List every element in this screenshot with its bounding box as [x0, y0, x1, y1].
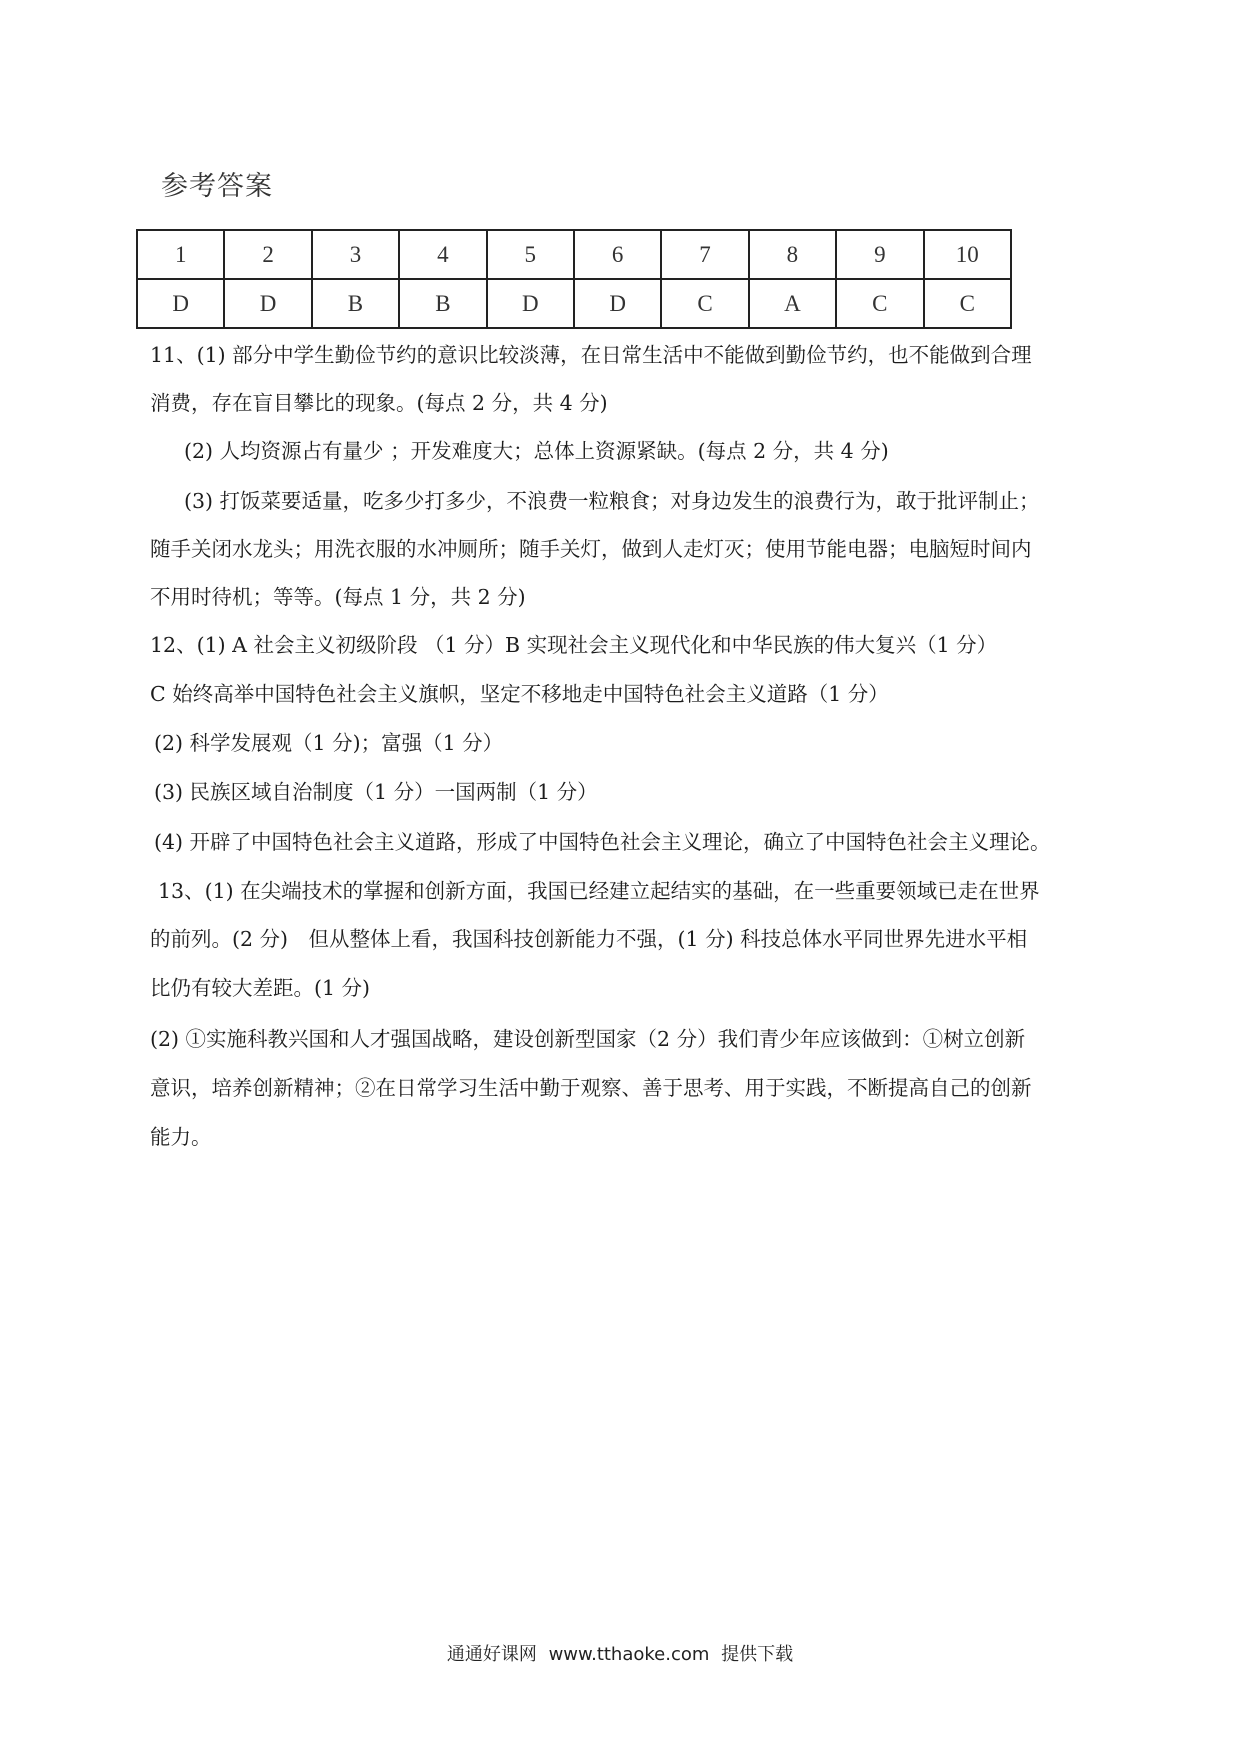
- answer-cell: C: [924, 279, 1011, 328]
- answer-cell: D: [574, 279, 661, 328]
- question-number: 9: [836, 230, 923, 279]
- question-number: 1: [137, 230, 224, 279]
- question-number: 3: [312, 230, 399, 279]
- q12-part3: (3) 民族区域自治制度（1 分）一国两制（1 分）: [154, 780, 598, 804]
- answer-cell: D: [487, 279, 574, 328]
- answer-cell: D: [224, 279, 311, 328]
- q12-part2: (2) 科学发展观（1 分)；富强（1 分）: [154, 731, 504, 755]
- q11-part3-line1: (3) 打饭菜要适量，吃多少打多少，不浪费一粒粮食；对身边发生的浪费行为，敢于批评制止；: [184, 489, 1040, 513]
- q13-part1-line3: 比仍有较大差距。(1 分): [150, 976, 371, 1000]
- answer-cell: C: [836, 279, 923, 328]
- q13-part1-line1: 13、(1) 在尖端技术的掌握和创新方面，我国已经建立起结实的基础，在一些重要领域已走在世界: [158, 879, 1040, 903]
- q11-part1-line2: 消费，存在盲目攀比的现象。(每点 2 分，共 4 分): [150, 391, 608, 415]
- q13-part2-line1: (2) ①实施科教兴国和人才强国战略，建设创新型国家（2 分）我们青少年应该做到：①树立创新: [150, 1027, 1026, 1051]
- answer-row: [137, 279, 1011, 328]
- question-number: 8: [749, 230, 836, 279]
- answer-cell: B: [399, 279, 486, 328]
- answer-table: [136, 229, 1012, 329]
- question-number: 4: [399, 230, 486, 279]
- q11-part3-line3: 不用时待机；等等。(每点 1 分，共 2 分): [150, 585, 526, 609]
- footer-source-note: 通通好课网 www.tthaoke.com 提供下载: [446, 1644, 794, 1665]
- page-title: 参考答案: [161, 171, 273, 202]
- q12-part4: (4) 开辟了中国特色社会主义道路，形成了中国特色社会主义理论，确立了中国特色社会主义理论。: [154, 830, 1051, 854]
- q13-part1-line2: 的前列。(2 分) 但从整体上看，我国科技创新能力不强，(1 分) 科技总体水平同世界先进水平相: [150, 927, 1028, 951]
- answer-cell: D: [137, 279, 224, 328]
- q12-part1-line2: C 始终高举中国特色社会主义旗帜，坚定不移地走中国特色社会主义道路（1 分）: [150, 682, 889, 706]
- question-number-row: [137, 230, 1011, 279]
- answer-cell: B: [312, 279, 399, 328]
- q11-part1-line1: 11、(1) 部分中学生勤俭节约的意识比较淡薄，在日常生活中不能做到勤俭节约，也不能做到合理: [150, 343, 1032, 367]
- q11-part2: (2) 人均资源占有量少 ；开发难度大；总体上资源紧缺。(每点 2 分，共 4 分): [184, 439, 889, 463]
- q13-part2-line3: 能力。: [150, 1125, 212, 1149]
- question-number: 7: [661, 230, 748, 279]
- q11-part3-line2: 随手关闭水龙头；用洗衣服的水冲厕所；随手关灯，做到人走灯灭；使用节能电器；电脑短时间内: [150, 537, 1032, 561]
- q13-part2-line2: 意识，培养创新精神；②在日常学习生活中勤于观察、善于思考、用于实践，不断提高自己的创新: [150, 1076, 1032, 1100]
- question-number: 6: [574, 230, 661, 279]
- answer-cell: A: [749, 279, 836, 328]
- question-number: 10: [924, 230, 1011, 279]
- question-number: 5: [487, 230, 574, 279]
- q12-part1-line1: 12、(1) A 社会主义初级阶段 （1 分）B 实现社会主义现代化和中华民族的伟大复兴（1 分）: [150, 633, 998, 657]
- answer-cell: C: [661, 279, 748, 328]
- question-number: 2: [224, 230, 311, 279]
